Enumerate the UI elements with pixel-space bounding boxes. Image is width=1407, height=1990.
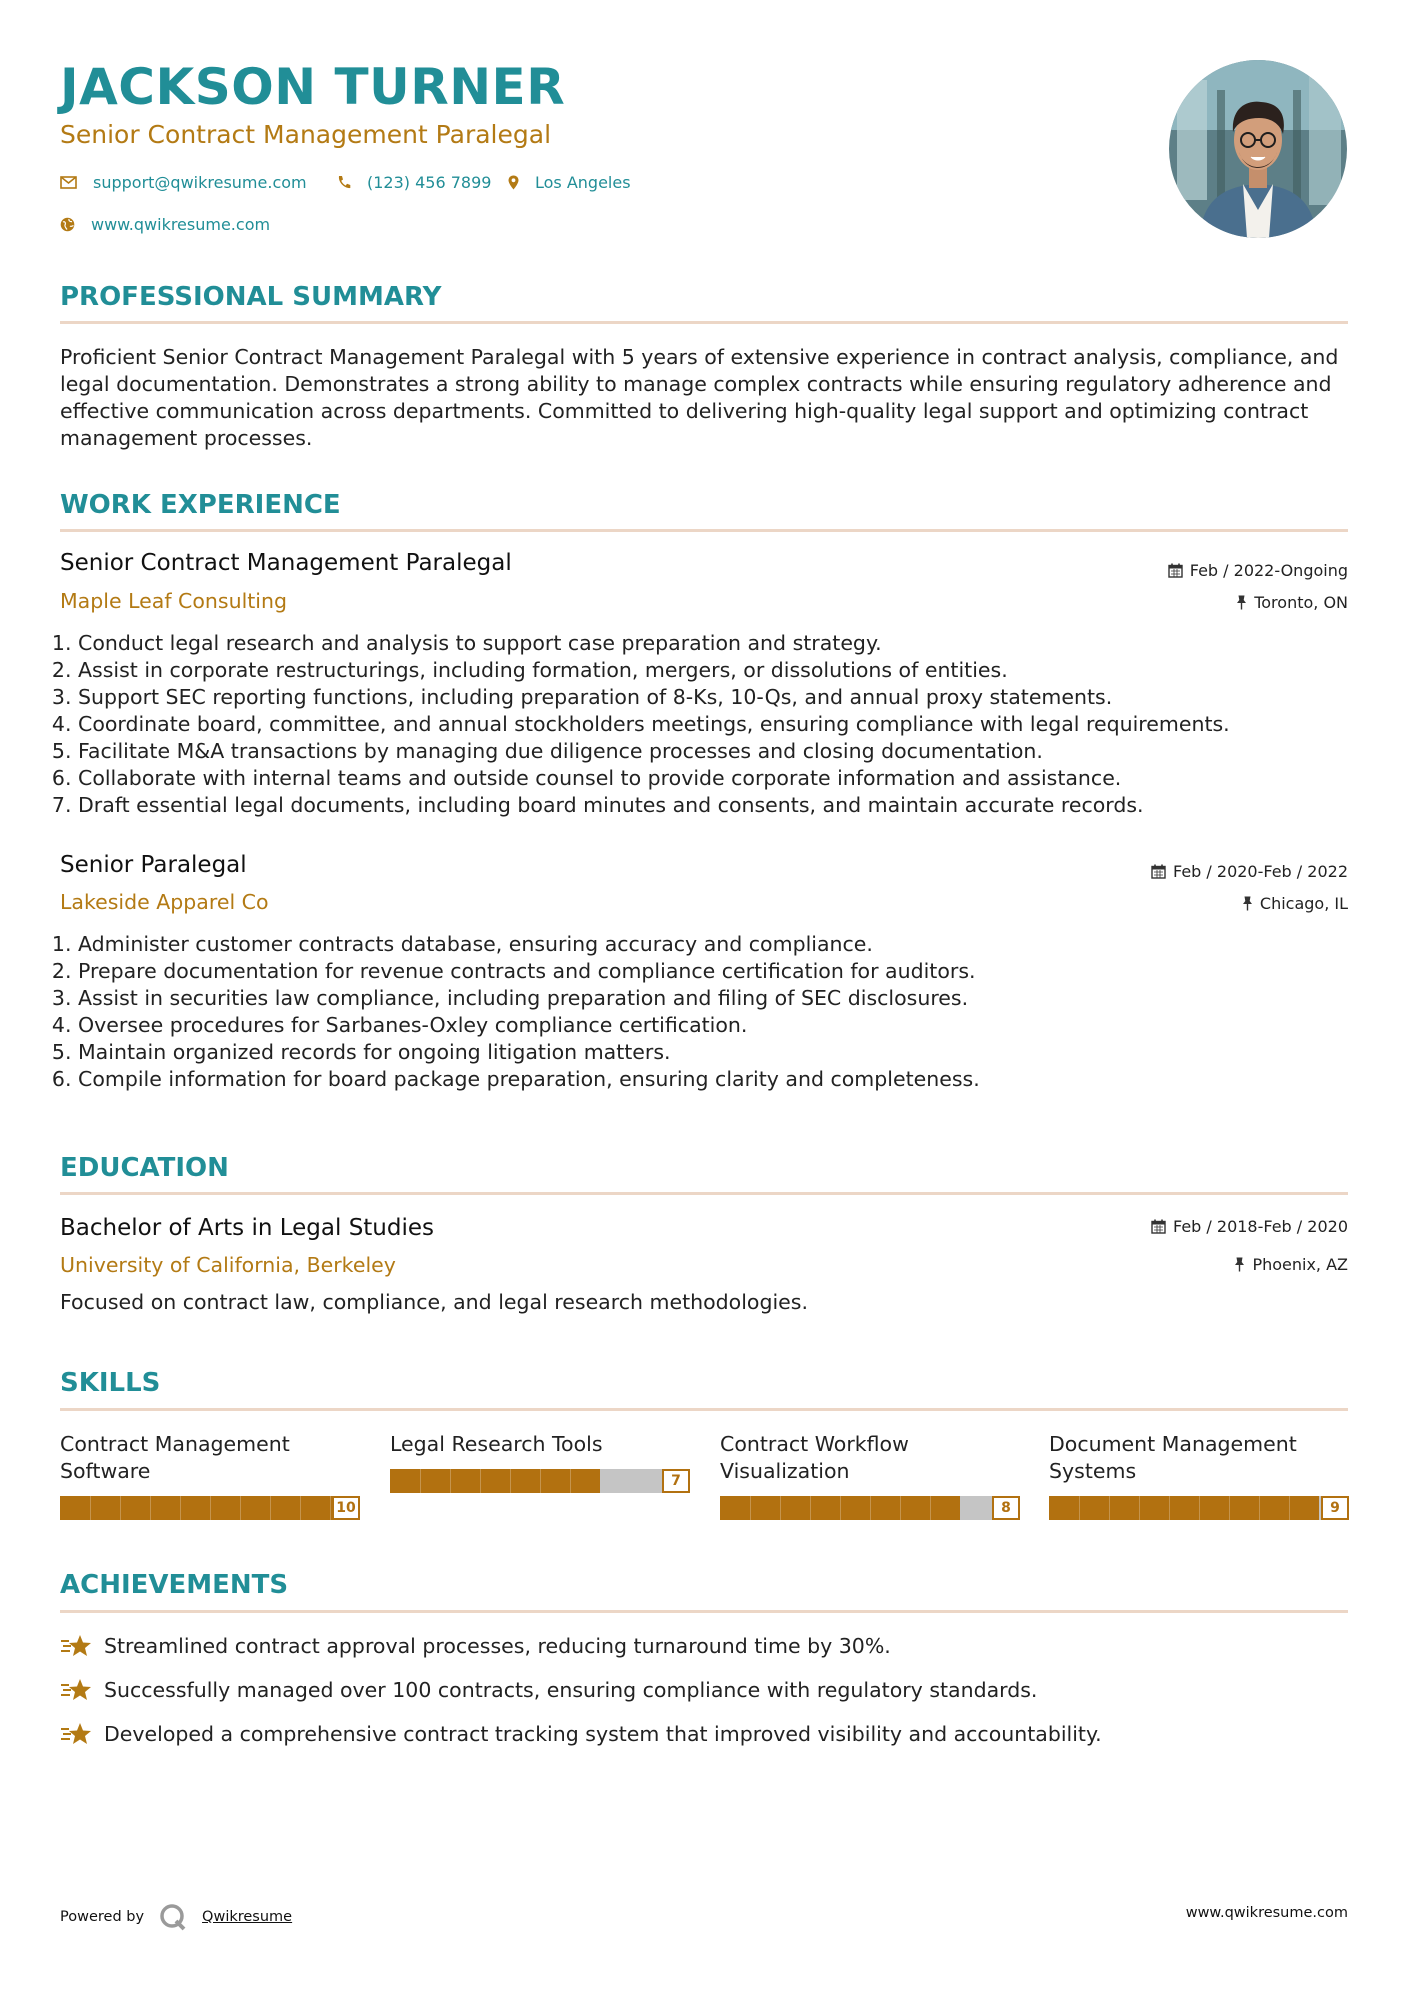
skill-bar-segment [330,1496,331,1520]
contact-phone[interactable] [337,173,491,192]
skill-2 [390,1431,690,1489]
skill-2-bar [390,1469,690,1493]
education-school: University of California, Berkeley [60,1253,396,1277]
list-item: 3. Assist in securities law compliance, including preparation and filing of SEC disclosures. [78,985,1358,1012]
job-2-title: Senior Paralegal [60,852,247,878]
summary-divider [60,321,1348,324]
footer-powered-by [60,1902,292,1932]
skills-divider [60,1408,1348,1411]
skill-bar-segment [510,1469,511,1493]
calendar-icon [1151,864,1166,879]
job-2-duties [38,931,1358,1093]
achievement-2-text: Successfully managed over 100 contracts, ensuring compliance with regulatory standards. [104,1678,1038,1702]
job-2-company: Lakeside Apparel Co [60,890,269,914]
list-item: 7. Draft essential legal documents, including board minutes and consents, and maintain accurate records. [78,792,1358,819]
education-divider [60,1192,1348,1195]
contact-email[interactable] [60,173,307,192]
skill-bar-segment [450,1469,451,1493]
skill-bar-segment [1259,1496,1260,1520]
job-2-location [1242,894,1348,913]
education-location-text: Phoenix, AZ [1252,1255,1348,1274]
skill-bar-segment [480,1469,481,1493]
summary-text: Proficient Senior Contract Management Paralegal with 5 years of extensive experience in contract analysis, compliance, and legal documentation. Demonstrates a strong ability to manage complex contracts while ensuring regulatory adherence and effective communication across departments. Committed to delivering high-quality legal support and optimizing contract management processes. [60,345,1339,450]
skill-2-name: Legal Research Tools [390,1432,603,1456]
skill-bar-segment [180,1496,181,1520]
education-heading: EDUCATION [60,1153,229,1183]
powered-by-label: Powered by [60,1909,145,1925]
calendar-icon [1168,563,1183,578]
skill-bar-segment [270,1496,271,1520]
skill-bar-segment [900,1496,901,1520]
skill-4 [1049,1431,1349,1516]
contact-website[interactable] [60,215,270,234]
skill-bar-segment [90,1496,91,1520]
skill-1 [60,1431,360,1516]
contact-location [508,173,631,192]
achievement-1-text: Streamlined contract approval processes, reducing turnaround time by 30%. [104,1634,891,1658]
job-2-location-text: Chicago, IL [1259,894,1348,913]
achievements-divider [60,1610,1348,1613]
skill-bar-segment [840,1496,841,1520]
skill-bar-segment [1079,1496,1080,1520]
footer-website[interactable]: www.qwikresume.com [1185,1905,1348,1921]
summary-heading: PROFESSIONAL SUMMARY [60,282,442,312]
job-1-location [1236,593,1348,612]
achievement-3 [60,1721,1102,1747]
job-1-company: Maple Leaf Consulting [60,589,288,613]
envelope-icon [60,176,77,189]
qwikresume-link[interactable]: Qwikresume [202,1909,293,1925]
skill-bar-fill [390,1469,600,1493]
profile-photo [1169,60,1347,238]
skill-bar-segment [870,1496,871,1520]
skill-bar-segment [240,1496,241,1520]
job-1-duties [38,630,1358,819]
list-item: 4. Oversee procedures for Sarbanes-Oxley compliance certification. [78,1012,1358,1039]
education-description: Focused on contract law, compliance, and legal research methodologies. [60,1290,808,1314]
education-dates-text: Feb / 2018-Feb / 2020 [1173,1217,1348,1236]
email-text: support@qwikresume.com [93,173,307,192]
list-item: 6. Compile information for board package preparation, ensuring clarity and completeness. [78,1066,1358,1093]
skill-bar-segment [1199,1496,1200,1520]
skill-3 [720,1431,1020,1516]
phone-text: (123) 456 7899 [367,173,492,192]
candidate-name: JACKSON TURNER [60,58,566,116]
achievement-3-text: Developed a comprehensive contract tracking system that improved visibility and accountability. [104,1722,1102,1746]
list-item: 2. Assist in corporate restructurings, including formation, mergers, or dissolutions of entities. [78,657,1358,684]
skill-bar-segment [540,1469,541,1493]
star-award-icon [60,1677,94,1703]
achievement-1 [60,1633,891,1659]
list-item: 1. Administer customer contracts database, ensuring accuracy and compliance. [78,931,1358,958]
skill-bar-segment [1109,1496,1110,1520]
job-1-title: Senior Contract Management Paralegal [60,550,512,576]
skill-level-badge: 10 [332,1496,360,1520]
skill-3-name: Contract Workflow Visualization [720,1432,909,1483]
calendar-icon [1151,1219,1166,1234]
qwikresume-logo-icon [158,1902,188,1932]
phone-icon [337,175,351,190]
pushpin-icon [1242,896,1253,911]
website-text: www.qwikresume.com [91,215,271,234]
skill-bar-segment [1289,1496,1290,1520]
skill-bar-segment [300,1496,301,1520]
skill-level-badge: 8 [992,1496,1020,1520]
achievement-2 [60,1677,1037,1703]
map-pin-icon [508,175,519,190]
skill-4-name: Document Management Systems [1049,1432,1297,1483]
experience-divider [60,529,1348,532]
job-2-dates-text: Feb / 2020-Feb / 2022 [1173,862,1348,881]
globe-icon [60,217,75,232]
achievements-heading: ACHIEVEMENTS [60,1570,289,1600]
profile-photo-illustration [1169,60,1347,238]
skill-bar-segment [120,1496,121,1520]
job-1-dates-text: Feb / 2022-Ongoing [1189,561,1348,580]
list-item: 6. Collaborate with internal teams and outside counsel to provide corporate information and assistance. [78,765,1358,792]
skill-bar-segment [780,1496,781,1520]
list-item: 4. Coordinate board, committee, and annual stockholders meetings, ensuring compliance with legal requirements. [78,711,1358,738]
skill-bar-segment [930,1496,931,1520]
skill-bar-segment [750,1496,751,1520]
skill-bar-segment [1229,1496,1230,1520]
pushpin-icon [1234,1257,1245,1272]
list-item: 5. Facilitate M&A transactions by managing due diligence processes and closing documentation. [78,738,1358,765]
education-dates [1151,1217,1348,1236]
skill-3-bar [720,1496,1020,1520]
list-item: 5. Maintain organized records for ongoing litigation matters. [78,1039,1358,1066]
skill-bar-segment [210,1496,211,1520]
star-award-icon [60,1721,94,1747]
location-text: Los Angeles [535,173,631,192]
list-item: 1. Conduct legal research and analysis to support case preparation and strategy. [78,630,1358,657]
star-award-icon [60,1633,94,1659]
skill-bar-segment [150,1496,151,1520]
skill-bar-segment [810,1496,811,1520]
skill-4-bar [1049,1496,1349,1520]
skills-heading: SKILLS [60,1368,161,1398]
education-location [1234,1255,1348,1274]
job-2-dates [1151,862,1348,881]
skill-level-badge: 7 [662,1469,690,1493]
skill-bar-segment [1139,1496,1140,1520]
skill-bar-segment [420,1469,421,1493]
job-1-location-text: Toronto, ON [1254,593,1348,612]
education-degree: Bachelor of Arts in Legal Studies [60,1215,435,1241]
skill-1-name: Contract Management Software [60,1432,290,1483]
candidate-title: Senior Contract Management Paralegal [60,120,552,149]
pushpin-icon [1236,595,1247,610]
experience-heading: WORK EXPERIENCE [60,490,341,520]
list-item: 2. Prepare documentation for revenue contracts and compliance certification for auditors. [78,958,1358,985]
skill-bar-fill [1049,1496,1319,1520]
job-1-dates [1168,561,1348,580]
list-item: 3. Support SEC reporting functions, including preparation of 8-Ks, 10-Qs, and annual proxy statements. [78,684,1358,711]
skill-level-badge: 9 [1321,1496,1349,1520]
skill-bar-segment [1169,1496,1170,1520]
skill-1-bar [60,1496,360,1520]
skill-bar-segment [570,1469,571,1493]
